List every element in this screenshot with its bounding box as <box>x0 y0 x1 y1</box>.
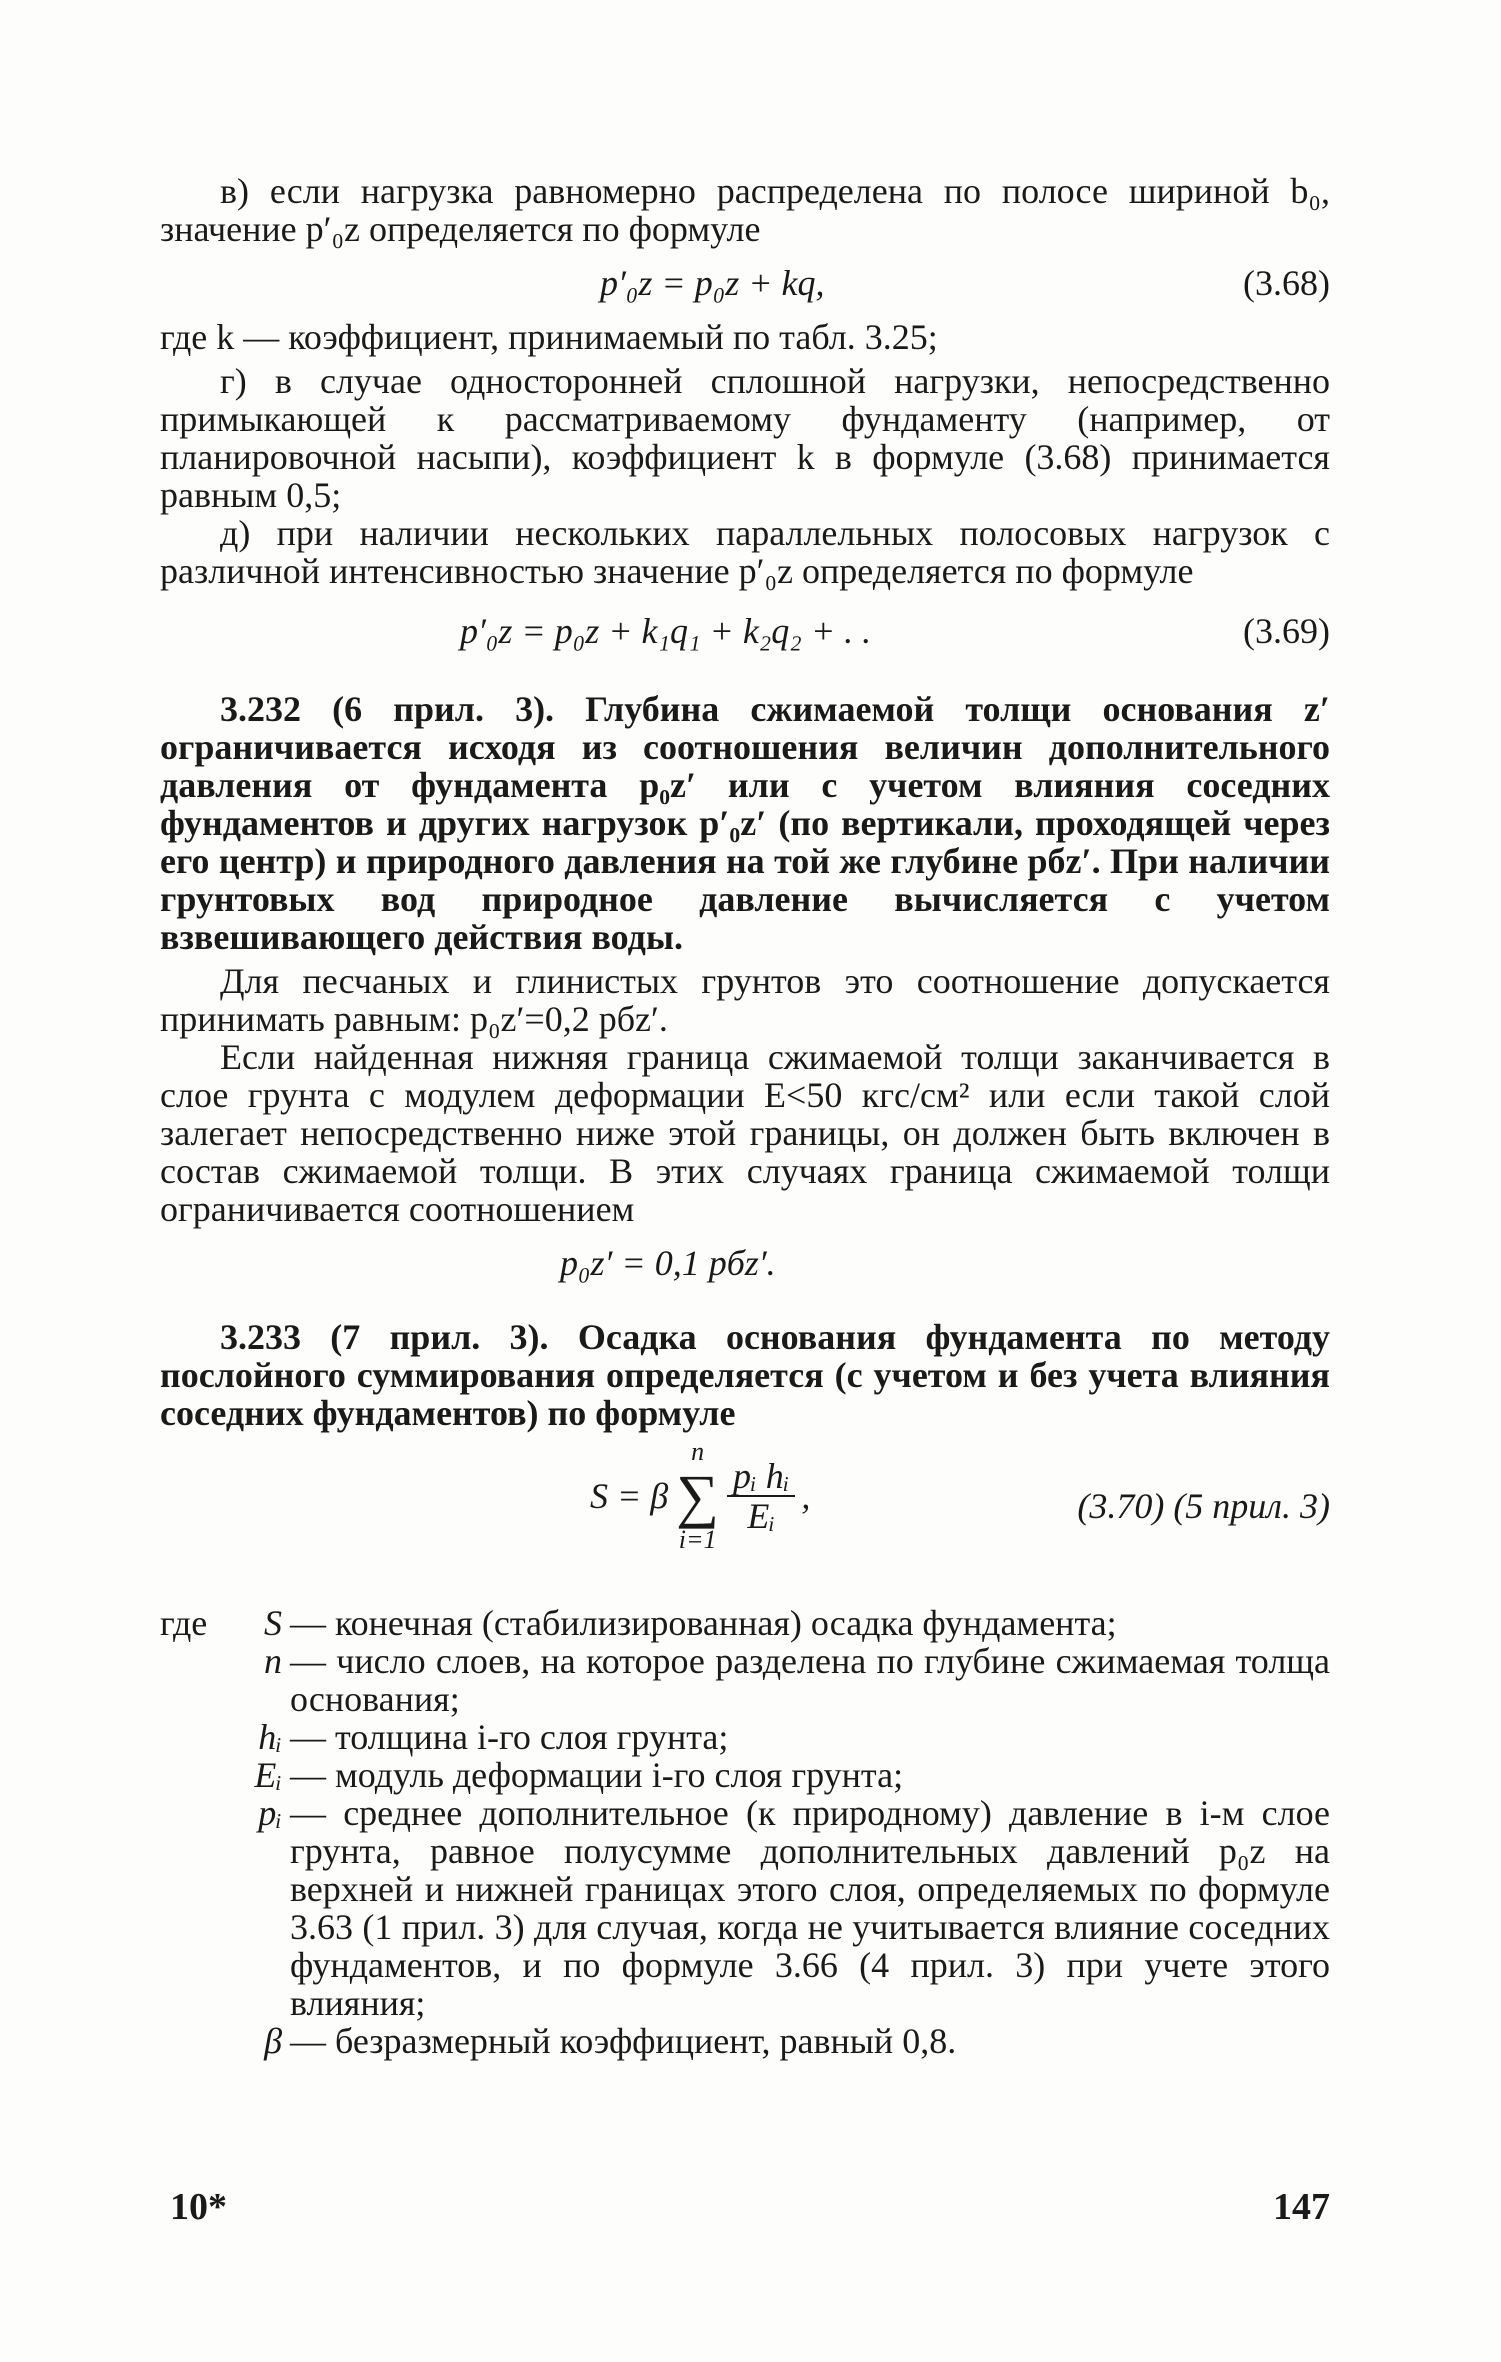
sum-symbol: n ∑ i=1 <box>676 1437 720 1554</box>
section-3-232: 3.232 (6 прил. 3). Глубина сжимаемой толщи основания z′ ограничивается исходя из соотношения величин дополнительного давления от фундамента p₀z′ или с учетом влияния соседних фундаментов и других нагрузок p′₀z′ (по вертикали, проходящей через его центр) и природного давления на той же глубине pбz′. При наличии грунтовых вод природное давление вычисляется с учетом взвешивающего действия воды. <box>160 689 1330 957</box>
equation-ratio <box>160 1228 1330 1298</box>
item-v: в) если нагрузка равномерно распределена по полосе шириной b₀, значение p′₀z определяется по формуле <box>160 171 1330 249</box>
definition-row <box>160 1642 1330 1718</box>
definition-text: — безразмерный коэффициент, равный 0,8. <box>290 2021 957 2061</box>
equation-formula: p₀z′ = 0,1 pбz′. <box>560 1243 776 1283</box>
sand-clay-paragraph: Для песчаных и глинистых грунтов это соотношение допускается принимать равным: p₀z′=0,2 pбz′. <box>160 961 1330 1039</box>
definition-text: — модуль деформации i-го слоя грунта; <box>290 1755 904 1795</box>
definition-text: — среднее дополнительное (к природному) давление в i-м слое грунта, равное полусумме дополнительных давлений p₀z на верхней и нижней границах этого слоя, определяемых по формуле 3.63 (1 прил. 3) для случая, когда не учитывается влияние соседних фундаментов, и по формуле 3.66 (4 прил. 3) при учете этого влияния; <box>290 1793 1330 2023</box>
page-body <box>160 172 1330 2060</box>
definition-row <box>160 2022 1330 2060</box>
definitions-lead: где <box>160 1603 208 1643</box>
definition-symbol: S <box>264 1603 282 1643</box>
definition-text: — число слоев, на которое разделена по глубине сжимаемая толща основания; <box>290 1641 1330 1719</box>
equation-3-69 <box>160 590 1330 670</box>
definition-text: — конечная (стабилизированная) осадка фундамента; <box>290 1603 1117 1643</box>
fraction-denominator: Eᵢ <box>747 1496 776 1536</box>
definition-symbol: hᵢ <box>258 1717 282 1757</box>
page-footer <box>170 2188 1330 2226</box>
equation-3-70: S = β n ∑ i=1 $\frac{\text{pᵢ hᵢ}}{\text{Eᵢ}}$ , (3.70) (5 прил. 3) <box>590 1437 1330 1554</box>
definition-symbol: pᵢ <box>258 1793 282 1833</box>
sum-upper-limit: n <box>691 1437 705 1466</box>
page-number: 147 <box>1273 2186 1330 2228</box>
definition-symbol: n <box>264 1641 282 1681</box>
definition-row <box>160 1718 1330 1756</box>
equation-formula: p′₀z = p₀z + kq, <box>600 263 825 303</box>
equation-number: (3.70) (5 прил. 3) <box>1077 1486 1330 1526</box>
equation-number: (3.68) <box>1243 263 1330 303</box>
section-3-233: 3.233 (7 прил. 3). Осадка основания фундамента по методу послойного суммирования определяется (с учетом и без учета влияния соседних фундаментов) по формуле <box>160 1317 1330 1433</box>
equation-number: (3.69) <box>1243 611 1330 651</box>
item-g: г) в случае односторонней сплошной нагрузки, непосредственно примыкающей к рассматриваемому фундаменту (например, от планировочной насыпи), коэффициент k в формуле (3.68) принимается равным 0,5; <box>160 361 1330 515</box>
equation-formula: p′₀z = p₀z + k₁q₁ + k₂q₂ + . . <box>460 611 872 651</box>
signature-mark: 10* <box>170 2186 227 2228</box>
equation-3-68 <box>160 248 1330 318</box>
definition-row <box>160 1604 1330 1642</box>
equation-lhs: S = β <box>590 1476 669 1516</box>
k-definition: где k — коэффициент, принимаемый по табл. 3.25; <box>160 317 938 357</box>
item-d: д) при наличии нескольких параллельных полосовых нагрузок с различной интенсивностью значение p′₀z определяется по формуле <box>160 513 1330 591</box>
definitions-list <box>160 1604 1330 2060</box>
definition-symbol: β <box>264 2021 282 2061</box>
definition-text: — толщина i-го слоя грунта; <box>290 1717 729 1757</box>
definition-symbol: Eᵢ <box>254 1755 282 1795</box>
definition-row <box>160 1794 1330 2022</box>
sum-lower-limit: i=1 <box>678 1525 717 1554</box>
fraction <box>727 1457 795 1535</box>
fraction-numerator: pᵢ hᵢ <box>727 1457 795 1497</box>
definition-row <box>160 1756 1330 1794</box>
lower-boundary-paragraph: Если найденная нижняя граница сжимаемой толщи заканчивается в слое грунта с модулем деформации E<50 кгс/см² или если такой слой залегает непосредственно ниже этой границы, он должен быть включен в состав сжимаемой толщи. В этих случаях граница сжимаемой толщи ограничивается соотношением <box>160 1037 1330 1229</box>
